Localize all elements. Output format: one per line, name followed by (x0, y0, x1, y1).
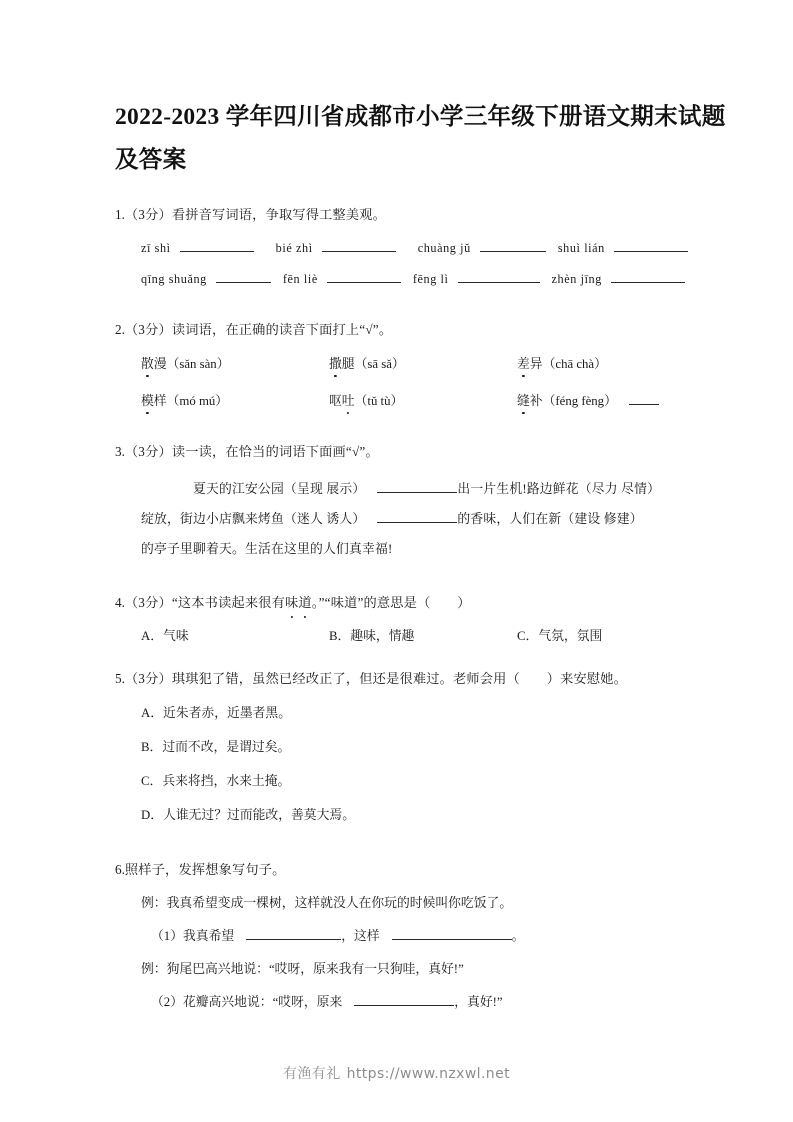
question-6-sub-1 (115, 926, 721, 946)
answer-blank[interactable] (377, 479, 457, 493)
answer-blank[interactable] (322, 238, 396, 252)
option-a[interactable]: A．近朱者赤，近墨者黑。 (141, 706, 292, 720)
question-5-score: （3分） (124, 671, 172, 686)
pinyin-item (283, 269, 401, 289)
emphasis-char: 撒 (329, 353, 342, 372)
pinyin-text: shuì lián (557, 241, 605, 255)
line-text: 。 (511, 929, 525, 943)
line-text: ，这样 (341, 929, 380, 943)
question-3-score: （3分） (124, 444, 172, 459)
answer-blank[interactable] (216, 269, 271, 283)
word-choice-item[interactable]: 模样（mó mú） (141, 390, 329, 409)
answer-blank[interactable] (377, 509, 457, 523)
answer-blank[interactable] (327, 269, 401, 283)
emphasis-char: 缝 (517, 390, 530, 409)
pinyin-item (276, 238, 396, 258)
option-c[interactable]: C．兵来将挡，水来土掩。 (141, 774, 291, 788)
line-text: 的香味，人们在新（建设 修建） (457, 512, 643, 526)
answer-blank[interactable] (354, 992, 454, 1006)
emphasis-char: 吐 (342, 390, 355, 409)
line-text: ，真好!” (454, 995, 503, 1009)
question-3-stem (115, 441, 721, 462)
watermark-url: https://www.nzxwl.net (346, 1066, 510, 1082)
option-a[interactable]: A．气味 (141, 629, 189, 643)
question-5-number: 5. (115, 671, 125, 686)
question-2-row-1 (115, 353, 721, 372)
question-4-stem (115, 592, 721, 613)
emphasis-char: 道 (298, 592, 311, 613)
pinyin-text: qīng shuǎng (141, 272, 207, 286)
answer-blank[interactable] (180, 238, 254, 252)
question-6-sub-2 (115, 992, 721, 1012)
question-3-body (115, 474, 721, 564)
line-text: （2）花瓣高兴地说：“哎呀，原来 (151, 995, 343, 1009)
line-text: 夏天的江安公园（呈现 展示） (193, 482, 366, 496)
emphasis-char: 散 (141, 353, 154, 372)
line-text: 绽放，街边小店飘来烤鱼（迷人 诱人） (141, 512, 366, 526)
question-4-text-b: 。”“味道”的意思是（ ） (311, 595, 471, 610)
question-5-text: 琪琪犯了错，虽然已经改正了，但还是很难过。老师会用（ ）来安慰她。 (171, 671, 628, 686)
question-2-text: 读词语，在正确的读音下面打上“√”。 (171, 322, 393, 337)
question-3-number: 3. (115, 444, 125, 459)
word-choice-item[interactable]: 缝补（féng fèng） (517, 390, 659, 409)
question-1-score: （3分） (124, 207, 172, 222)
pinyin-item (141, 238, 254, 258)
question-1-stem (115, 204, 721, 225)
word-choice-item[interactable]: 差异（chā chà） (517, 353, 607, 372)
question-2-score: （3分） (124, 322, 172, 337)
option-d[interactable]: D．人谁无过？过而能改，善莫大焉。 (141, 808, 355, 822)
question-4-text-a: “这本书读起来很有 (171, 595, 286, 610)
question-3-text: 读一读，在恰当的词语下面画“√”。 (171, 444, 379, 459)
question-1 (60, 204, 733, 289)
question-5 (60, 668, 733, 825)
line-text: （1）我真希望 (151, 929, 235, 943)
answer-blank[interactable] (392, 926, 512, 940)
option-b[interactable]: B．过而不改，是谓过矣。 (141, 740, 291, 754)
question-2-row-2 (115, 390, 721, 409)
word-choice-item[interactable]: 呕吐（tǔ tù） (329, 390, 517, 409)
pinyin-item (418, 238, 546, 258)
emphasis-char: 模 (141, 390, 154, 409)
question-1-row-1 (115, 238, 721, 258)
question-6 (60, 859, 733, 1012)
emphasis-char: 味 (285, 592, 298, 613)
question-6-number: 6. (115, 862, 125, 877)
question-4-options (115, 625, 721, 644)
question-2-number: 2. (115, 322, 125, 337)
line-text: 出一片生机!路边鲜花（尽力 尽情） (457, 482, 661, 496)
option-b[interactable]: B．趣味，情趣 (329, 629, 415, 643)
pinyin-item (558, 238, 688, 258)
question-5-stem (115, 668, 721, 689)
answer-blank[interactable] (246, 926, 341, 940)
pinyin-item (413, 269, 540, 289)
watermark-brand: 有渔有礼 (283, 1066, 341, 1082)
answer-blank[interactable] (629, 391, 659, 405)
page-title: 2022-2023 学年四川省成都市小学三年级下册语文期末试题及答案 (115, 104, 726, 173)
question-6-text: 照样子，发挥想象写句子。 (124, 862, 286, 877)
pinyin-text: zī shì (141, 241, 171, 255)
question-1-row-2 (115, 269, 721, 289)
word-choice-item[interactable]: 散漫（sǎn sàn） (141, 353, 329, 372)
question-3 (60, 441, 733, 564)
question-2 (60, 319, 733, 409)
watermark (0, 1063, 793, 1083)
answer-blank[interactable] (611, 269, 685, 283)
question-6-example-2: 例：狗尾巴高兴地说：“哎呀，原来我有一只狗哇，真好!” (141, 962, 464, 976)
answer-blank[interactable] (458, 269, 540, 283)
question-1-text: 看拼音写词语，争取写得工整美观。 (171, 207, 387, 222)
question-1-number: 1. (115, 207, 125, 222)
pinyin-text: fēn liè (282, 272, 318, 286)
question-4-number: 4. (115, 595, 125, 610)
question-6-stem (115, 859, 721, 880)
pinyin-text: zhèn jīng (551, 272, 602, 286)
question-4-score: （3分） (124, 595, 172, 610)
question-3-line-2 (141, 504, 721, 534)
pinyin-item (141, 269, 271, 289)
emphasis-char: 差 (517, 353, 530, 372)
question-3-line-1 (141, 474, 721, 504)
answer-blank[interactable] (480, 238, 546, 252)
answer-blank[interactable] (614, 238, 688, 252)
question-3-line-3: 的亭子里聊着天。生活在这里的人们真幸福! (141, 542, 393, 556)
word-choice-item[interactable]: 撒腿（sā sǎ） (329, 353, 517, 372)
question-6-example-1: 例：我真希望变成一棵树，这样就没人在你玩的时候叫你吃饭了。 (141, 896, 513, 910)
question-2-stem (115, 319, 721, 340)
pinyin-text: bié zhì (275, 241, 313, 255)
pinyin-text: fēng lì (412, 272, 449, 286)
pinyin-text: chuàng jǔ (417, 241, 471, 255)
option-c[interactable]: C．气氛，氛围 (517, 629, 603, 643)
pinyin-item (552, 269, 685, 289)
question-4 (60, 592, 733, 644)
